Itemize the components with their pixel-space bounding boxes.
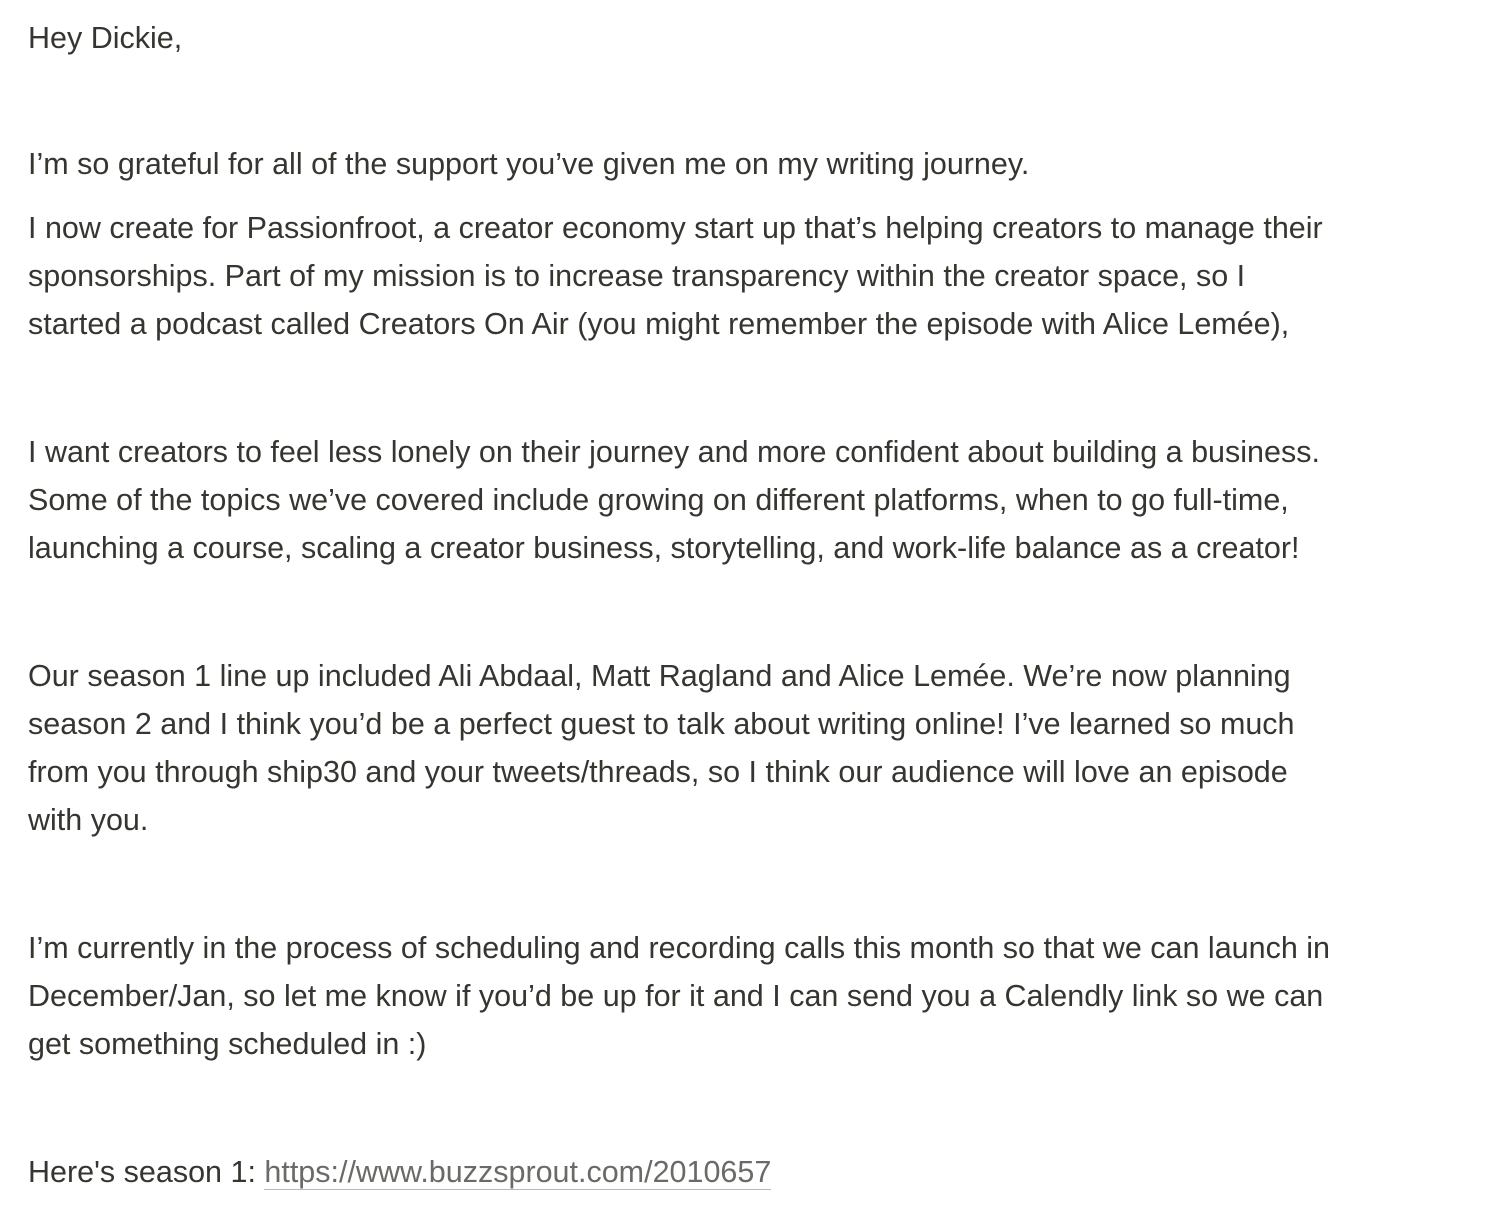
paragraph-gratitude [28, 140, 1488, 188]
paragraph-line: I’m so grateful for all of the support you’ve given me on my writing journey. [28, 147, 1030, 181]
paragraph-line: get something scheduled in :) [28, 1027, 427, 1061]
paragraph-line: with you. [28, 803, 149, 837]
paragraph-line: Our season 1 line up included Ali Abdaal, Matt Ragland and Alice Lemée. We’re now planning [28, 659, 1291, 693]
paragraph-line: I now create for Passionfroot, a creator economy start up that’s helping creators to manage their [28, 211, 1323, 245]
paragraph-line: season 2 and I think you’d be a perfect guest to talk about writing online! I’ve learned so much [28, 707, 1295, 741]
paragraph-line: sponsorships. Part of my mission is to increase transparency within the creator space, so I [28, 259, 1246, 293]
paragraph-line: I want creators to feel less lonely on their journey and more confident about building a business. [28, 435, 1320, 469]
closing-text [28, 1148, 1488, 1196]
closing-prefix: Here's season 1: [28, 1155, 265, 1189]
paragraph-line: December/Jan, so let me know if you’d be up for it and I can send you a Calendly link so we can [28, 979, 1324, 1013]
paragraph-creators [28, 428, 1488, 572]
paragraph-line: from you through ship30 and your tweets/threads, so I think our audience will love an episode [28, 755, 1288, 789]
paragraph-line: Some of the topics we’ve covered include growing on different platforms, when to go full-time, [28, 483, 1289, 517]
paragraph-line: started a podcast called Creators On Air (you might remember the episode with Alice Lemée), [28, 307, 1290, 341]
season-1-link[interactable]: https://www.buzzsprout.com/2010657 [264, 1155, 772, 1189]
paragraph-passionfroot [28, 204, 1488, 348]
greeting-text: Hey Dickie, [28, 21, 183, 55]
paragraph-season [28, 652, 1488, 844]
paragraph-line: I’m currently in the process of scheduling and recording calls this month so that we can launch in [28, 931, 1331, 965]
paragraph-line: launching a course, scaling a creator business, storytelling, and work-life balance as a creator! [28, 531, 1300, 565]
greeting [28, 14, 1488, 62]
closing-line [28, 1148, 1488, 1196]
paragraph-scheduling [28, 924, 1488, 1068]
